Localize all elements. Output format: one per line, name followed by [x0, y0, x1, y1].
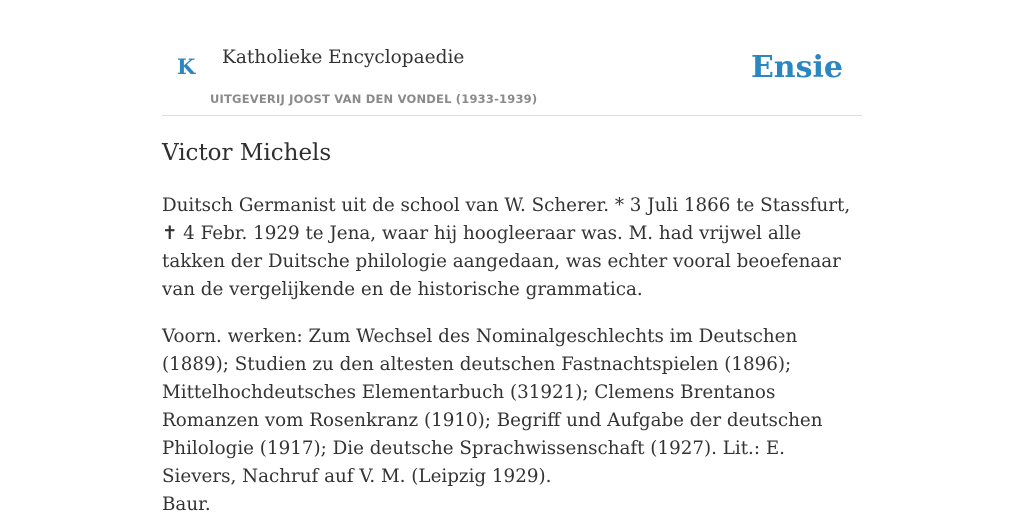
- publisher-label: UITGEVERIJ JOOST VAN DEN VONDEL (1933-1939): [210, 92, 538, 106]
- page: [162, 0, 862, 512]
- ensie-brand-logo[interactable]: Ensie: [750, 50, 843, 85]
- encyclopedia-logo[interactable]: K: [177, 54, 196, 79]
- entry-paragraph-biography: Duitsch Germanist uit de school van W. Scherer. * 3 Juli 1866 te Stassfurt, ✝ 4 Febr. 1929 te Jena, waar hij hoogleeraar was. M. had vrijwel alle takken der Duitsche philologie aangedaan, was echter vooral beoefenaar van de vergelijkende en de historische grammatica.: [162, 195, 851, 300]
- entry-author-signature: Baur.: [162, 494, 211, 512]
- entry-title: Victor Michels: [162, 140, 332, 166]
- site-title[interactable]: Katholieke Encyclopaedie: [222, 47, 465, 68]
- header: [162, 0, 862, 116]
- entry-paragraph-works: Voorn. werken: Zum Wechsel des Nominalgeschlechts im Deutschen (1889); Studien zu den altesten deutschen Fastnachtspielen (1896); Mittelhochdeutsches Elementarbuch (31921); Clemens Brentanos Romanzen vom Rosenkranz (1910); Begriff und Aufgabe der deutschen Philologie (1917); Die deutsche Sprachwissenschaft (1927). Lit.: E. Sievers, Nachruf auf V. M. (Leipzig 1929).: [162, 326, 823, 487]
